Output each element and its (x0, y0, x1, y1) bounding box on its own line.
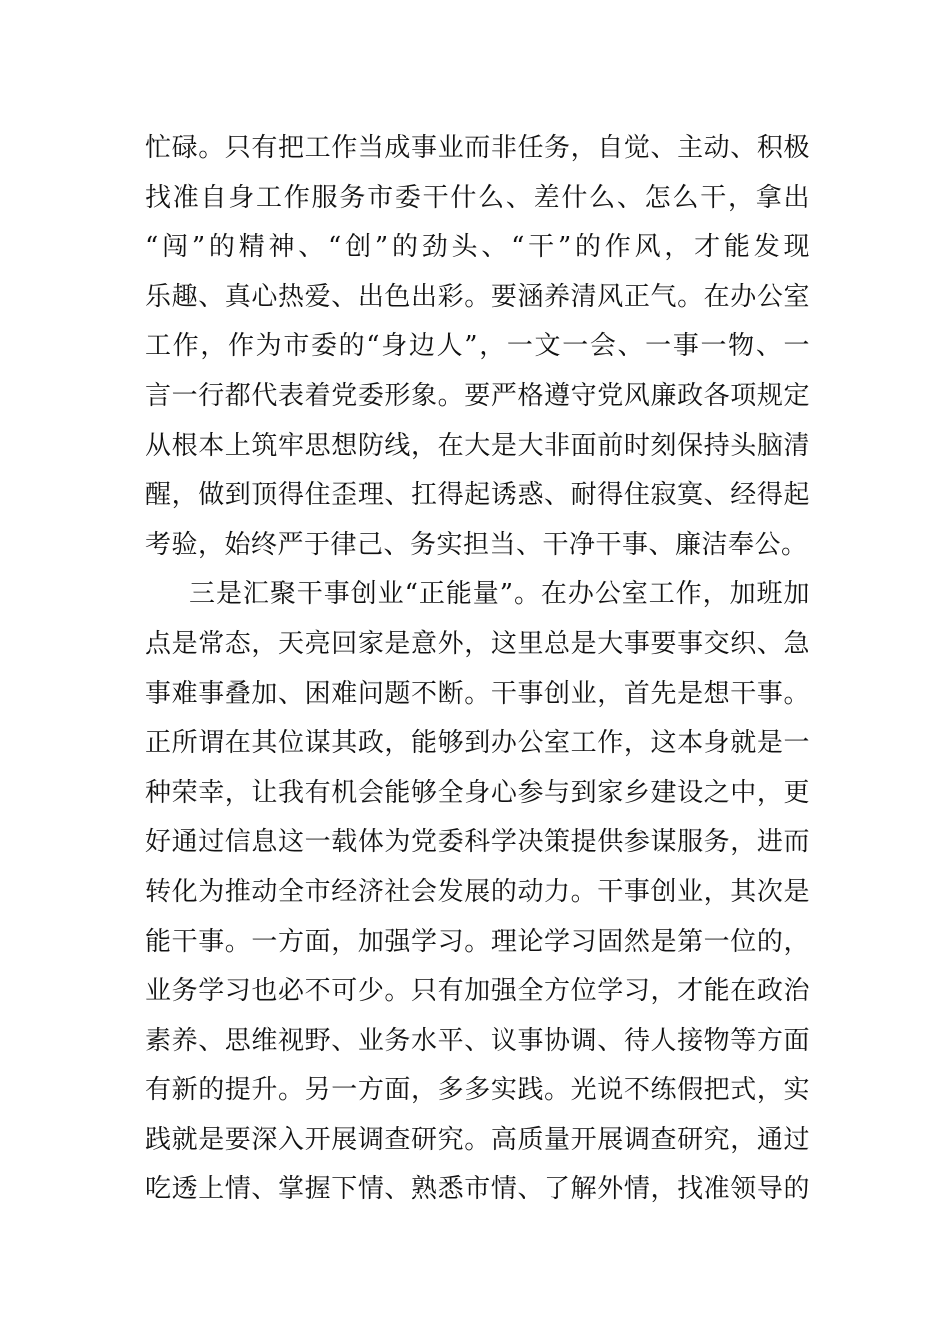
text-line: 种荣幸，让我有机会能够全身心参与到家乡建设之中，更 (145, 777, 810, 808)
text-line: 业务学习也必不可少。只有加强全方位学习，才能在政治 (145, 976, 810, 1007)
text-line: 找准自身工作服务市委干什么、差什么、怎么干，拿出 (145, 182, 810, 213)
text-line: 乐趣、真心热爱、出色出彩。要涵养清风正气。在办公室 (145, 281, 810, 312)
text-line: 从根本上筑牢思想防线，在大是大非面前时刻保持头脑清 (145, 430, 810, 461)
text-line: 转化为推动全市经济社会发展的动力。干事创业，其次是 (145, 876, 810, 907)
text-line: 能干事。一方面，加强学习。理论学习固然是第一位的， (145, 926, 810, 957)
text-line: 言一行都代表着党委形象。要严格遵守党风廉政各项规定 (145, 380, 810, 411)
text-line: 素养、思维视野、业务水平、议事协调、待人接物等方面 (145, 1025, 810, 1056)
text-line: 醒，做到顶得住歪理、扛得起诱惑、耐得住寂寞、经得起 (145, 480, 810, 511)
text-line: 正所谓在其位谋其政，能够到办公室工作，这本身就是一 (145, 728, 810, 759)
text-line: 好通过信息这一载体为党委科学决策提供参谋服务，进而 (145, 827, 810, 858)
text-line: 忙碌。只有把工作当成事业而非任务，自觉、主动、积极 (145, 133, 810, 163)
text-line: 工作，作为市委的“身边人”，一文一会、一事一物、一 (145, 331, 810, 362)
text-line: 事难事叠加、困难问题不断。干事创业，首先是想干事。 (145, 678, 810, 709)
text-line: 点是常态，天亮回家是意外，这里总是大事要事交织、急 (145, 628, 810, 659)
paragraph-start-line: 三是汇聚干事创业“正能量”。在办公室工作，加班加 (189, 579, 810, 610)
paragraph-end-line: 考验，始终严于律己、务实担当、干净干事、廉洁奉公。 (145, 529, 808, 560)
text-line: 有新的提升。另一方面，多多实践。光说不练假把式，实 (145, 1075, 810, 1106)
text-line: “闯”的精神、“创”的劲头、“干”的作风，才能发现 (145, 232, 810, 263)
body-text (145, 124, 810, 1215)
text-line: 吃透上情、掌握下情、熟悉市情、了解外情，找准领导的 (145, 1174, 810, 1205)
text-line: 践就是要深入开展调查研究。高质量开展调查研究，通过 (145, 1124, 810, 1155)
